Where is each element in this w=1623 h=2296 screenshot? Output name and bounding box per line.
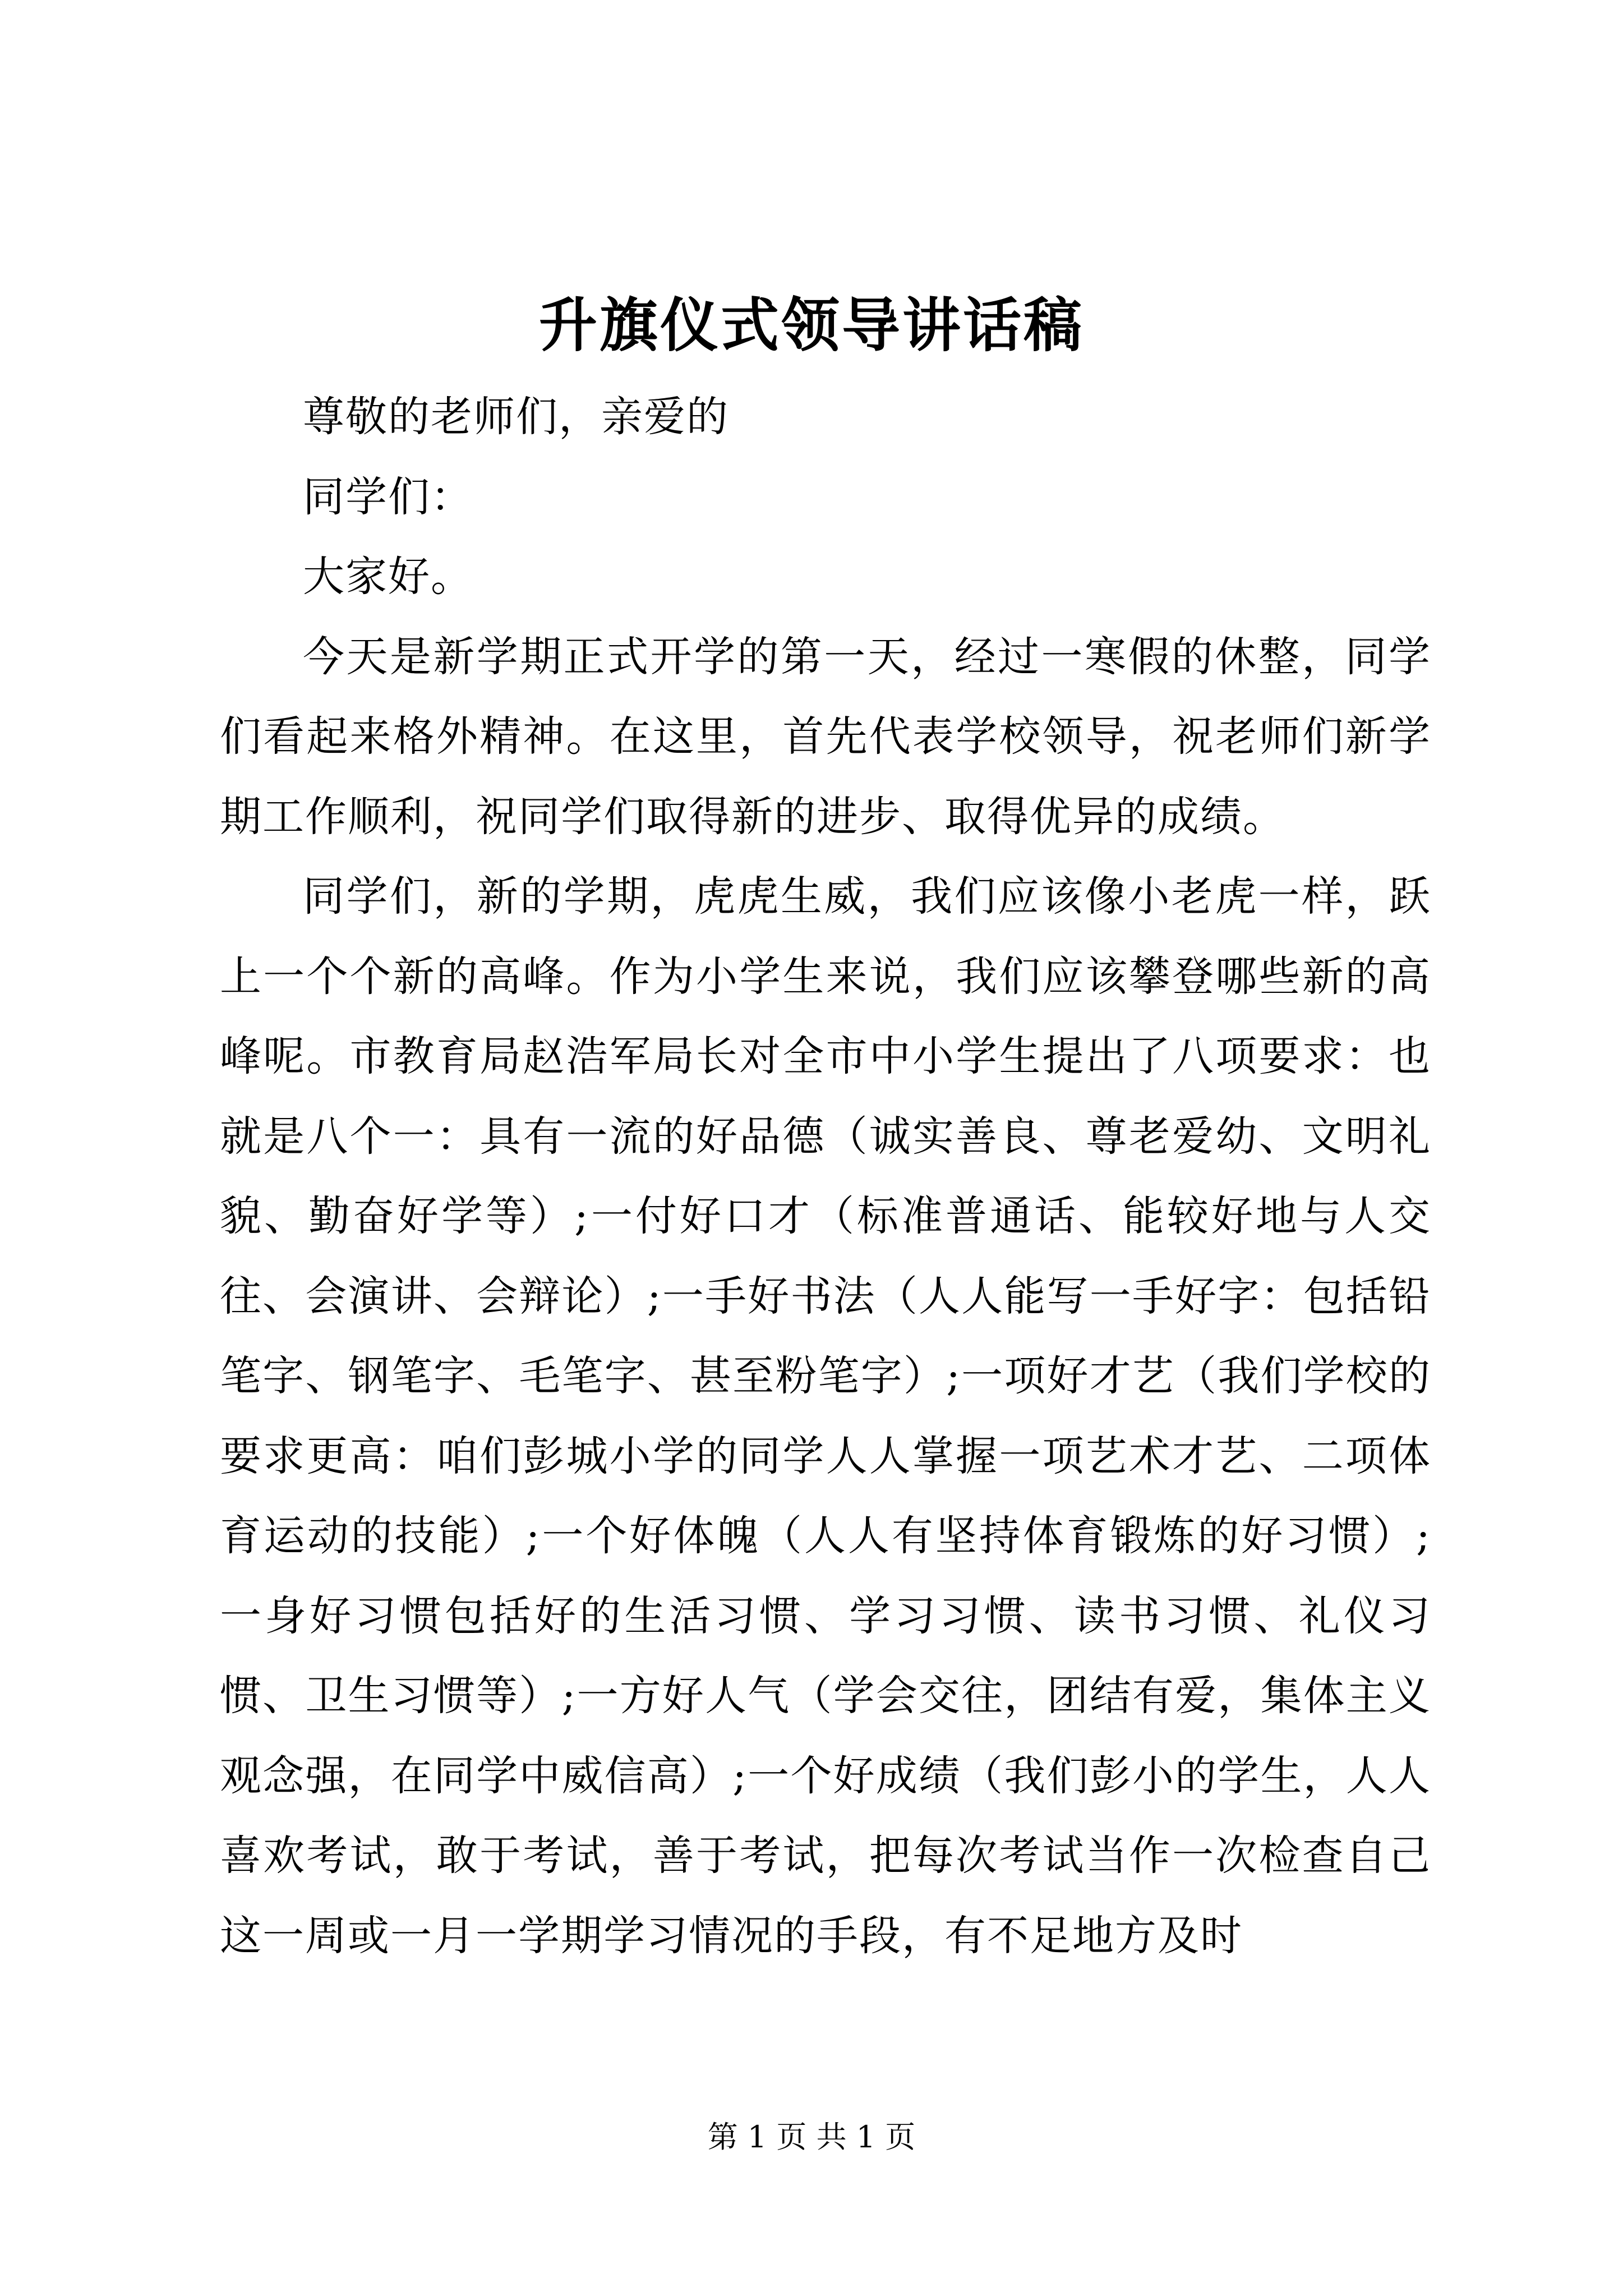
page-footer: 第 1 页 共 1 页 — [707, 2119, 916, 2155]
document-title: 升旗仪式领导讲话稿 — [538, 291, 1084, 360]
paragraph-greeting: 大家好。 — [303, 553, 473, 601]
paragraph-opening: 今天是新学期正式开学的第一天，经过一寒假的休整，同学们看起来格外精神。在这里，首先代表学校领导，祝老师们新学期工作顺利，祝同学们取得新的进步、取得优异的成绩。 — [220, 632, 1431, 841]
paragraph-requirements: 同学们，新的学期，虎虎生威，我们应该像小老虎一样，跃上一个个新的高峰。作为小学生来说，我们应该攀登哪些新的高峰呢。市教育局赵浩军局长对全市中小学生提出了八项要求：也就是八个一：具有一流的好品德（诚实善良、尊老爱幼、文明礼貌、勤奋好学等）;一付好口才（标准普通话、能较好地与人交往、会演讲、会辩论）;一手好书法（人人能写一手好字：包括铅笔字、钢笔字、毛笔字、甚至粉笔字）;一项好才艺（我们学校的要求更高：咱们彭城小学的同学人人掌握一项艺术才艺、二项体育运动的技能）;一个好体魄（人人有坚持体育锻炼的好习惯）;一身好习惯包括好的生活习惯、学习习惯、读书习惯、礼仪习惯、卫生习惯等）;一方好人气（学会交往，团结有爱，集体主义观念强，在同学中威信高）;一个好成绩（我们彭小的学生，人人喜欢考试，敢于考试，善于考试，把每次考试当作一次检查自己这一周或一月一学期学习情况的手段，有不足地方及时 — [220, 872, 1431, 1960]
document-body — [220, 377, 1431, 1976]
paragraph-salutation-2: 同学们： — [303, 472, 473, 521]
paragraph-salutation-1: 尊敬的老师们，亲爱的 — [303, 393, 729, 441]
